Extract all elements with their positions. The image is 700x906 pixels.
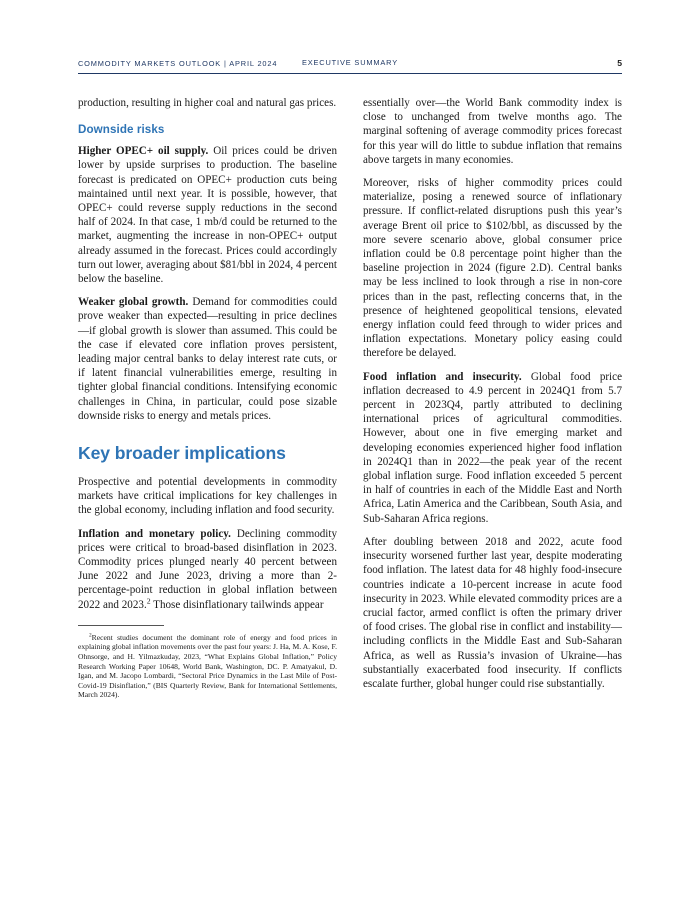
paragraph-continuation: production, resulting in higher coal and natural gas prices. [78,97,337,109]
paragraph-weaker-growth [78,295,337,423]
footnote-reference-marker: 2 [146,596,151,605]
paragraph-opec-supply-text: Oil prices could be driven lower by upside surprises to production. The baseline forecast is predicated on OPEC+ production cuts being maintained until next year. It is possible, however, that OPEC+ could reverse supply reductions in the second half of 2024. In that case, 1 mb/d could be returned to the market, augmenting the increase in non-OPEC+ output already assumed in the forecast. Prices could accordingly turn out lower, averaging about $81/bbl in 2024, 4 percent below the baseline. [78,145,337,286]
two-column-body [78,96,622,700]
heading-downside-risks: Downside risks [78,123,165,137]
paragraph-inflation-monetary-policy [78,527,337,612]
running-header [78,58,622,74]
paragraph-food-insecurity: After doubling between 2018 and 2022, acute food insecurity worsened further last year, despite moderating food inflation. The latest data for 48 highly food-insecure countries indicate a 10-percent increase in acute food insecurity in 2023. While elevated commodity prices are a crucial factor, armed conflict is often the primary driver of food crises. The global rise in conflict and instability—including conflicts in the Middle East and Sub-Saharan Africa, as well as Russia’s invasion of Ukraine—has substantially exacerbated food insecurity. If conflicts escalate further, global hunger could rise substantially. [363,535,622,690]
right-column [363,96,622,700]
paragraph-inflation-continuation: essentially over—the World Bank commodity index is close to unchanged from twelve months ago. The marginal softening of average commodity prices forecast for this year will do little to subdue inflation that remains above targets in many economies. [363,97,622,166]
left-column [78,96,337,700]
page-number: 5 [617,58,622,68]
runin-inflation-monetary-policy: Inflation and monetary policy. [78,527,231,540]
header-publication-title: COMMODITY MARKETS OUTLOOK | APRIL 2024 [78,59,278,68]
paragraph-inflationary-pressure: Moreover, risks of higher commodity prices could materialize, posing a renewed source of inflationary pressure. If conflict-related disruptions push this year’s average Brent oil price to $102/bbl, as discussed by the more severe scenario above, global consumer price inflation could be 0.8 percentage point higher than the baseline projection in 2024 (figure 2.D). Central banks may be less inclined to look through a rise in non-core prices than in the past, reflecting concerns that, in the presence of heightened geopolitical tensions, elevated energy inflation could feed through to wider prices and inflation expectations. Monetary policy easing could therefore be delayed. [363,177,622,360]
footnote-separator [78,625,164,626]
paragraph-prospective: Prospective and potential developments in commodity markets have critical implications for key challenges in the global economy, including inflation and food security. [78,476,337,517]
paragraph-food-inflation [363,370,622,526]
header-section-title: EXECUTIVE SUMMARY [301,58,399,67]
paragraph-inflation-text-tail: Those disinflationary tailwinds appear [150,598,324,611]
paragraph-opec-supply [78,144,337,286]
runin-weaker-growth: Weaker global growth. [78,296,189,309]
runin-opec-supply: Higher OPEC+ oil supply. [78,145,209,158]
paragraph-inflation-text: Declining commodity prices were critical to broad-based disinflation in 2023. Commodity prices plunged nearly 40 percent between June 2022 and June 2023, driving a more than 2-percentage-point reduction in global inflation between 2022 and 2023. [78,527,337,611]
paragraph-weaker-growth-text: Demand for commodities could prove weaker than expected—resulting in price declines—if global growth is slower than assumed. This could be the case if elevated core inflation proves persistent, leading major central banks to delay interest rate cuts, or if latent financial vulnerabilities emerge, resulting in tighter global financial conditions. Intensifying economic challenges in China, in particular, could pose sizable downside risks to energy and metals prices. [78,296,337,422]
footnote-text: Recent studies document the dominant role of energy and food prices in explaining global inflation movements over the past four years: J. Ha, M. A. Kose, F. Ohnsorge, and H. Yilmazkuday, 2023, “What Explains Global Inflation,” Policy Research Working Paper 10648, World Bank, Washington, DC. P. Amatyakul, D. Igan, and M. Jacopo Lombardi, “Sectoral Price Dynamics in the Last Mile of Post-Covid-19 Disinflation,” (BIS Quarterly Review, Bank for International Settlements, March 2024). [78,632,337,700]
footnote-number: 2 [89,632,92,639]
paragraph-food-inflation-text: Global food price inflation decreased to 4.9 percent in 2024Q1 from 5.7 percent in 2023Q4, partly attributed to declining international prices of agricultural commodities. However, about one in five emerging market and developing economies experienced higher food inflation in 2024Q1 than in 2022—the peak year of the recent global inflation surge. Food inflation exceeded 5 percent in half of countries in each of the Middle East and North Africa, Latin America and the Caribbean, South Asia, and Sub-Saharan Africa regions. [363,370,622,525]
heading-key-broader-implications: Key broader implications [78,443,286,464]
runin-food-inflation: Food inflation and insecurity. [363,370,522,383]
footnote-2 [78,633,337,700]
